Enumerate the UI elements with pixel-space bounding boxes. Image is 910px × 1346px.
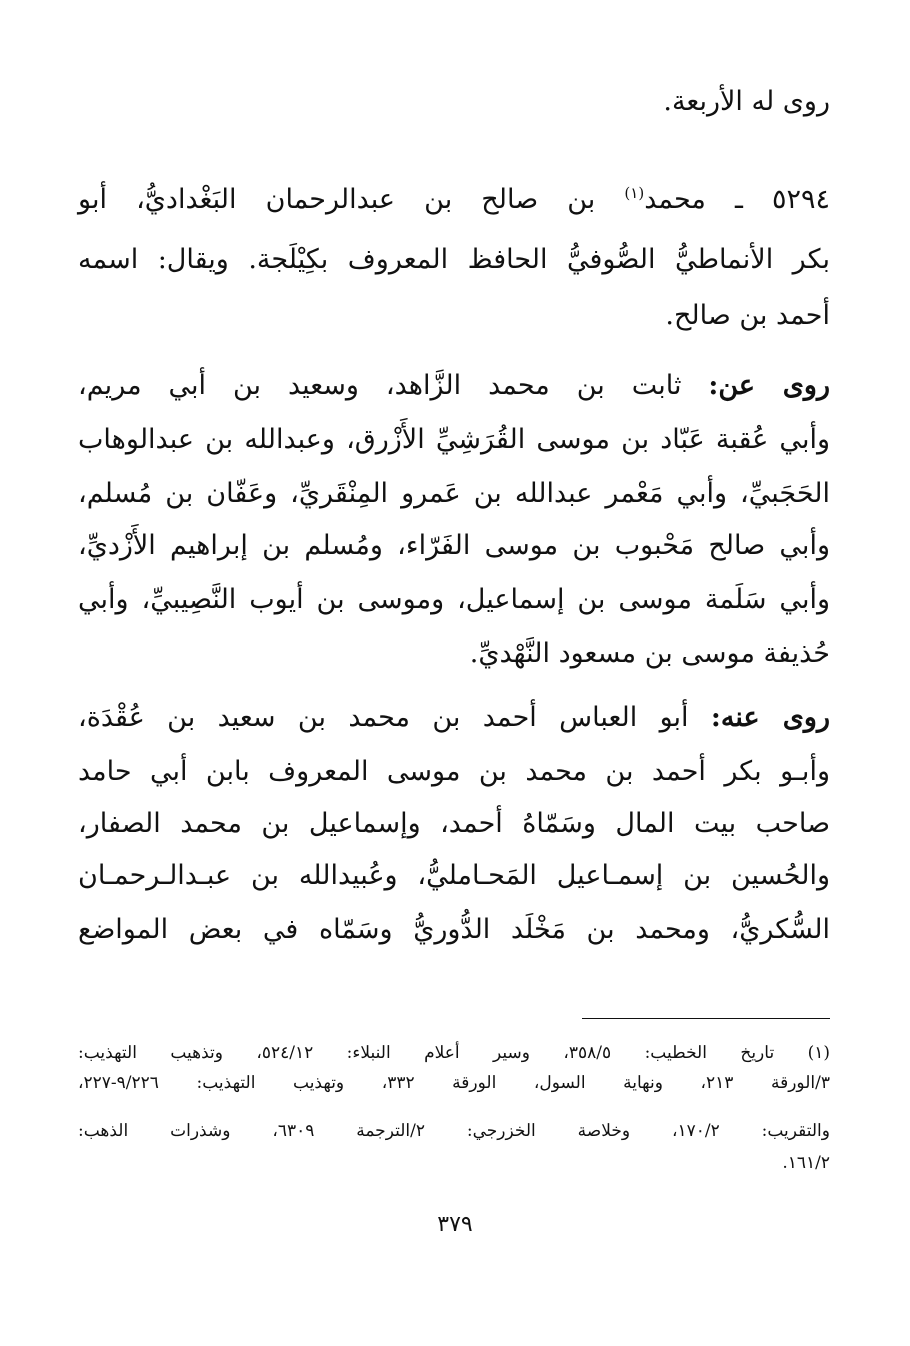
text-line-14	[78, 856, 830, 896]
text-line-4	[78, 296, 830, 336]
text-line-12	[78, 752, 830, 792]
text-line-7	[78, 474, 830, 514]
footnote-line-2-content: ٣/الورقة ٢١٣، ونهاية السول، الورقة ٣٣٢، وتهذيب التهذيب: ٩/٢٢٦-٢٢٧،	[78, 1073, 830, 1093]
text-line-3-content: بكر الأنماطيُّ الصُّوفيُّ الحافظ المعروف بكِيْلَجة. ويقال: اسمه	[78, 244, 830, 275]
text-line-12-content: وأبـو بكر أحمد بن محمد بن موسى المعروف بابن أبي حامد	[78, 756, 830, 787]
text-line-14-content: والحُسين بن إسمـاعيل المَحـامليُّ، وعُبيدالله بن عبـدالـرحمـان	[78, 860, 830, 891]
text-line-13	[78, 804, 830, 844]
text-line-10-content: حُذيفة موسى بن مسعود النَّهْديِّ.	[469, 638, 830, 669]
text-line-10	[78, 634, 830, 674]
narrated-from-line	[78, 366, 830, 406]
text-line-6-content: وأبي عُقبة عَبّاد بن موسى القُرَشِيِّ الأَزْرق، وعبدالله بن عبدالوهاب	[78, 424, 830, 455]
narrated-from-label: روى عن:	[708, 370, 830, 401]
footnote-line-4	[78, 1150, 830, 1176]
text-line-3	[78, 240, 830, 280]
text-line-13-content: صاحب بيت المال وسَمّاهُ أحمد، وإسماعيل بن محمد الصفار،	[78, 808, 830, 839]
entry-number-name: ٥٢٩٤ ـ محمد	[644, 184, 830, 215]
text-line-8	[78, 526, 830, 566]
text-line-4-content: أحمد بن صالح.	[665, 300, 830, 331]
narrated-by-text: أبو العباس أحمد بن محمد بن سعيد بن عُقْدَة،	[78, 702, 711, 733]
narrated-by-line	[78, 698, 830, 738]
text-line-7-content: الحَجَبيِّ، وأبي مَعْمر عبدالله بن عَمرو المِنْقَريِّ، وعَفّان بن مُسلم،	[78, 478, 830, 509]
text-line-9-content: وأبي سَلَمة موسى بن إسماعيل، وموسى بن أيوب النَّصِيبيِّ، وأبي	[78, 584, 830, 615]
footnote-line-3-content: والتقريب: ١٧٠/٢، وخلاصة الخزرجي: ٢/الترجمة ٦٣٠٩، وشذرات الذهب:	[78, 1121, 830, 1141]
text-line-15	[78, 910, 830, 950]
narrated-from-text: ثابت بن محمد الزَّاهد، وسعيد بن أبي مريم،	[78, 370, 709, 401]
narrated-by-label: روى عنه:	[710, 702, 830, 733]
footnote-line-1-content: (١) تاريخ الخطيب: ٣٥٨/٥، وسير أعلام النبلاء: ٥٢٤/١٢، وتذهيب التهذيب:	[78, 1043, 830, 1063]
closing-sentence: روى له الأربعة.	[663, 86, 830, 117]
entry-heading-rest: بن صالح بن عبدالرحمان البَغْداديُّ، أبو	[78, 184, 625, 215]
text-line-1	[78, 82, 830, 122]
text-line-8-content: وأبي صالح مَحْبوب بن موسى الفَرّاء، ومُسلم بن إبراهيم الأَزْديِّ،	[78, 530, 830, 561]
footnote-line-1	[78, 1040, 830, 1066]
footnote-line-3	[78, 1118, 830, 1144]
footnote-divider	[582, 1018, 830, 1019]
footnote-line-2	[78, 1070, 830, 1096]
footnote-line-4-content: ١٦١/٢.	[782, 1153, 830, 1173]
text-line-15-content: السُّكريُّ، ومحمد بن مَخْلَد الدُّوريُّ وسَمّاه في بعض المواضع	[78, 914, 830, 945]
text-line-9	[78, 580, 830, 620]
footnote-marker: (١)	[624, 184, 645, 202]
page-number: ٣٧٩	[437, 1212, 473, 1237]
text-line-6	[78, 420, 830, 460]
entry-heading-line	[78, 180, 830, 220]
